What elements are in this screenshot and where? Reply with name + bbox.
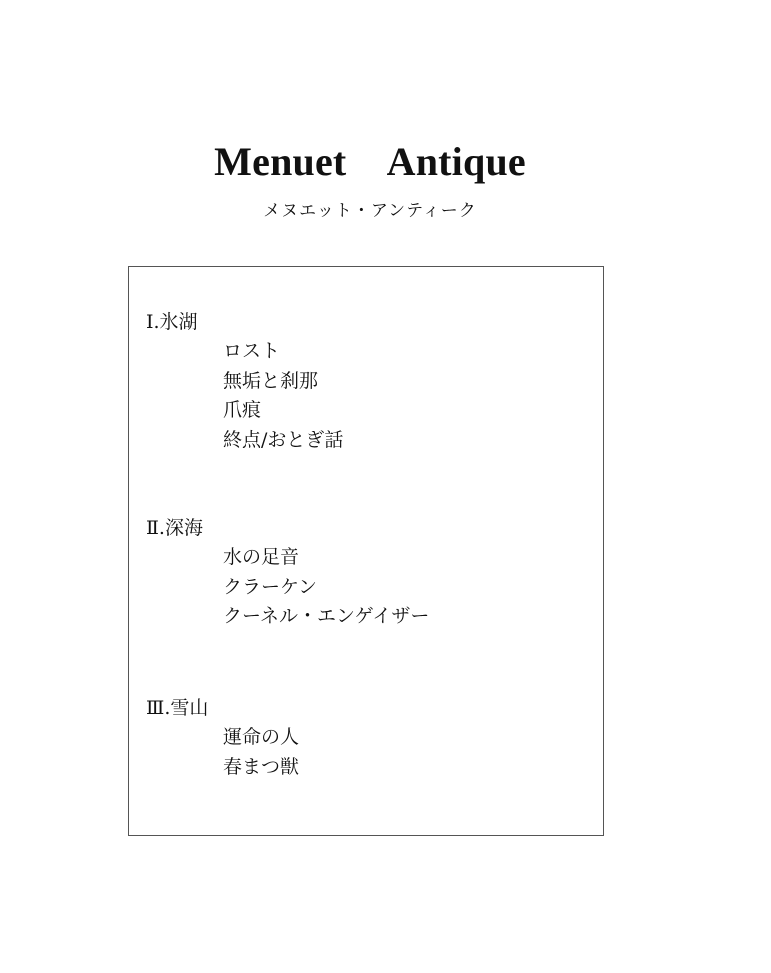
track-item: 運命の人 <box>223 726 300 748</box>
tracklist-box <box>128 266 604 836</box>
section-heading: Ⅲ.雪山 <box>146 697 209 719</box>
section-deep-sea <box>146 513 429 632</box>
track-item: クラーケン <box>223 575 318 598</box>
track-item: 春まつ獣 <box>223 755 300 778</box>
track-item: ロスト <box>223 340 281 362</box>
section-heading: Ⅱ.深海 <box>146 517 203 539</box>
track-list <box>146 543 429 632</box>
page-title: Menuet Antique <box>214 139 526 184</box>
track-item: 終点/おとぎ話 <box>223 428 344 451</box>
section-heading: Ⅰ.氷湖 <box>146 311 198 333</box>
track-item: 爪痕 <box>223 399 262 421</box>
track-list <box>146 723 299 782</box>
track-item: 水の足音 <box>223 546 300 568</box>
track-item: クーネル・エンゲイザー <box>223 605 430 627</box>
section-snow-mountain <box>146 693 299 782</box>
track-list <box>146 337 343 455</box>
section-ice-lake <box>146 307 343 455</box>
page-subtitle: メヌエット・アンティーク <box>263 201 477 221</box>
track-item: 無垢と刹那 <box>223 369 319 392</box>
